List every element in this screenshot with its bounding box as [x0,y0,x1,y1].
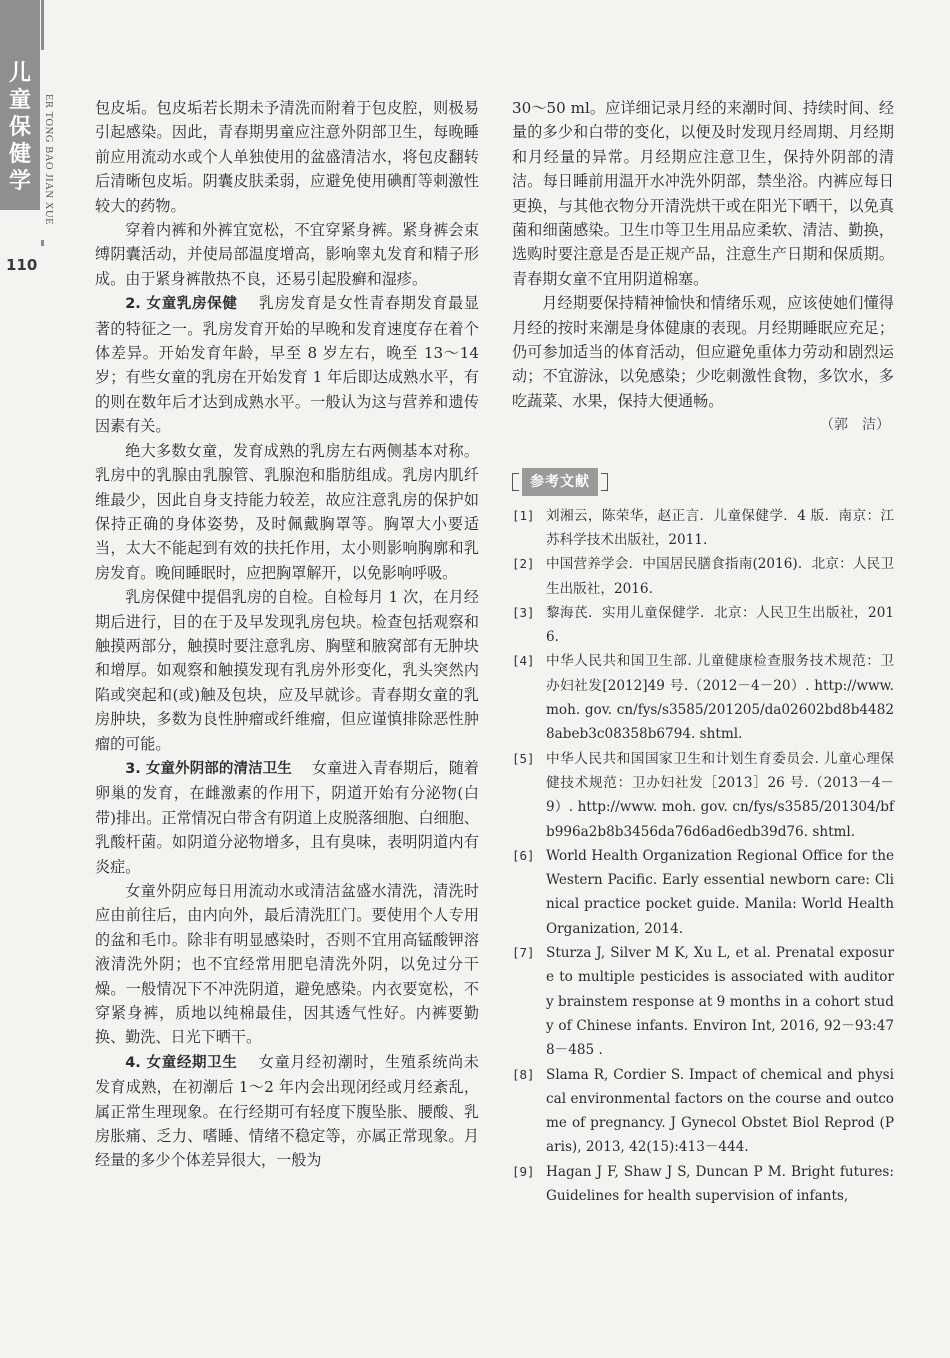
reference-number: [1] [512,507,535,523]
reference-number: [5] [512,750,535,766]
book-title-char: 儿 [8,61,31,86]
paragraph: 30～50 ml。应详细记录月经的来潮时间、持续时间、经量的多少和白带的变化，以便及时发现月经周期、月经期和月经量的异常。月经期应注意卫生，保持外阴部的清洁。每日睡前用温开水冲洗外阴部，禁坐浴。内裤应每日更换，与其他衣物分开清洗烘干或在阳光下晒干，以免真菌和细菌感染。卫生巾等卫生用品应柔软、清洁、勤换，选购时要注意是否是正规产品，注意生产日期和保质期。青春期女童不宜用阴道棉塞。 [512,99,894,288]
book-title-char: 学 [8,169,31,194]
book-title-vertical [4,60,36,195]
paragraph: 穿着内裤和外裤宜宽松，不宜穿紧身裤。紧身裤会束缚阴囊活动，并使局部温度增高，影响睾丸发育和精子形成。由于紧身裤散热不良，还易引起股癣和湿疹。 [95,221,479,288]
right-column [512,96,894,1208]
reference-number: [3] [512,604,535,620]
book-title-char: 保 [8,115,31,140]
section-body: 女童进入青春期后，随着卵巢的发育，在雌激素的作用下，阴道开始有分泌物(白带)排出。正常情况白带含有阴道上皮脱落细胞、白细胞、乳酸杆菌。如阴道分泌物增多，且有臭味，表明阴道内有炎症。 [95,758,479,876]
paragraph: 女童外阴应每日用流动水或清洁盆盛水清洗，清洗时应由前往后，由内向外，最后清洗肛门。要使用个人专用的盆和毛巾。除非有明显感染时，否则不宜用高锰酸钾溶液清洗外阴；也不宜经常用肥皂清洗外阴，以免过分干燥。一般情况下不冲洗阴道，避免感染。内衣要宽松，不穿紧身裤，质地以纯棉最佳，因其透气性好。内裤要勤换、勤洗、日光下晒干。 [95,882,479,1047]
section-paragraph [95,756,479,879]
reference-item [512,1160,894,1209]
reference-item [512,601,894,650]
paragraph: 月经期要保持精神愉快和情绪乐观，应该使她们懂得月经的按时来潮是身体健康的表现。月经期睡眠应充足；仍可参加适当的体育活动，但应避免重体力劳动和剧烈运动；不宜游泳，以免感染；少吃刺激性食物，多饮水，多吃蔬菜、水果，保持大便通畅。 [512,294,894,410]
section-body: 乳房发育是女性青春期发育最显著的特征之一。乳房发育开始的早晚和发育速度存在着个体差异。开始发育年龄，早至 8 岁左右，晚至 13～14 岁；有些女童的乳房在开始发育 1 年后即达成熟水平，有的则在数年后才达到成熟水平。一般认为这与营养和遗传因素有关。 [95,294,479,436]
reference-number: [4] [512,653,535,669]
reference-number: [8] [512,1066,535,1082]
reference-item [512,747,894,844]
reference-text: 刘湘云，陈荣华，赵正言．儿童保健学．4 版．南京：江苏科学技术出版社，2011. [546,507,894,548]
reference-number: [6] [512,847,535,863]
reference-text: 中华人民共和国卫生部. 儿童健康检查服务技术规范：卫办妇社发[2012]49 号.（2012－4－20）. http://www. moh. gov. cn/fys/s3585/201205/da02602bd8b44828abeb3c08358b6794. shtml. [546,653,894,743]
reference-number: [2] [512,556,535,572]
section-body: 女童月经初潮时，生殖系统尚未发育成熟，在初潮后 1～2 年内会出现闭经或月经紊乱，属正常生理现象。在行经期可有轻度下腹坠胀、腰酸、乳房胀痛、乏力、嗜睡、情绪不稳定等，亦属正常现象。月经量的多少个体差异很大，一般为 [95,1052,479,1170]
author-signature: （郭 洁） [820,417,890,434]
paragraph: 包皮垢。包皮垢若长期未予清洗而附着于包皮腔，则极易引起感染。因此，青春期男童应注意外阴部卫生，每晚睡前应用流动水或个人单独使用的盆盛清洁水，将包皮翻转后清晰包皮垢。阴囊皮肤柔弱，应避免使用碘酊等刺激性较大的药物。 [95,99,479,215]
reference-item [512,844,894,941]
paragraph: 绝大多数女童，发育成熟的乳房左右两侧基本对称。乳房中的乳腺由乳腺管、乳腺泡和脂肪组成。乳房内肌纤维最少，因此自身支持能力较差，故应注意乳房的保护如保持正确的身体姿势，及时佩戴胸罩等。胸罩大小要适当，太大不能起到有效的扶托作用，太小则影响胸廓和乳房发育。晚间睡眠时，应把胸罩解开，以免影响呼吸。 [95,441,479,582]
reference-item [512,941,894,1062]
bracket-left-icon [512,473,519,491]
page-number: 110 [6,256,38,274]
section-paragraph [95,1050,479,1173]
book-title-char: 健 [8,142,31,167]
bracket-right-icon [601,473,608,491]
sidebar-rule [41,240,44,246]
reference-list [512,504,894,1209]
reference-item [512,552,894,601]
references-header [512,468,894,496]
reference-text: 黎海芪．实用儿童保健学．北京：人民卫生出版社，2016. [546,604,894,646]
section-heading: 2. 女童乳房保健 [125,296,238,313]
reference-item [512,504,894,553]
reference-text: Slama R, Cordier S. Impact of chemical and physical environmental factors on the course and outcome of pregnancy. J Gynecol Obstet Biol Reprod (Paris), 2013, 42(15):413－444. [546,1066,894,1156]
reference-item [512,1063,894,1160]
section-paragraph [95,291,479,438]
reference-text: Hagan J F, Shaw J S, Duncan P M. Bright futures: Guidelines for health supervision of infants, [546,1163,894,1204]
section-heading: 3. 女童外阴部的清洁卫生 [125,760,292,777]
reference-text: Sturza J, Silver M K, Xu L, et al. Prenatal exposure to multiple pesticides is associated with auditory brainstem response at 9 months in a cohort study of Chinese infants. Environ Int, 2016, 92－93:478－485 . [546,945,894,1059]
book-title-char: 童 [8,88,31,113]
paragraph: 乳房保健中提倡乳房的自检。自检每月 1 次，在月经期后进行，目的在于及早发现乳房包块。检查包括观察和触摸两部分，触摸时要注意乳房、胸壁和腋窝部有无肿块和增厚。如观察和触摸发现有乳房外形变化，乳头突然内陷或突起和(或)触及包块，应及早就诊。青春期女童的乳房肿块，多数为良性肿瘤或纤维瘤，但应谨慎排除恶性肿瘤的可能。 [95,588,479,753]
sidebar-rule [41,0,44,50]
reference-text: 中国营养学会．中国居民膳食指南(2016)．北京：人民卫生出版社，2016. [546,556,894,597]
reference-number: [9] [512,1163,535,1179]
section-heading: 4. 女童经期卫生 [125,1054,238,1071]
reference-item [512,649,894,746]
left-column [95,96,479,1173]
references-title: 参考文献 [522,468,598,496]
reference-number: [7] [512,945,535,961]
reference-text: 中华人民共和国国家卫生和计划生育委员会. 儿童心理保健技术规范：卫办妇社发［2013］26 号.（2013－4－9）. http://www. moh. gov. cn/fys/s3585/201304/bfb996a2b8b3456da76d6ad6edb39d76. shtml. [546,750,894,840]
reference-text: World Health Organization Regional Office for the Western Pacific. Early essential newborn care: Clinical practice pocket guide. Manila: World Health Organization, 2014. [546,847,894,937]
